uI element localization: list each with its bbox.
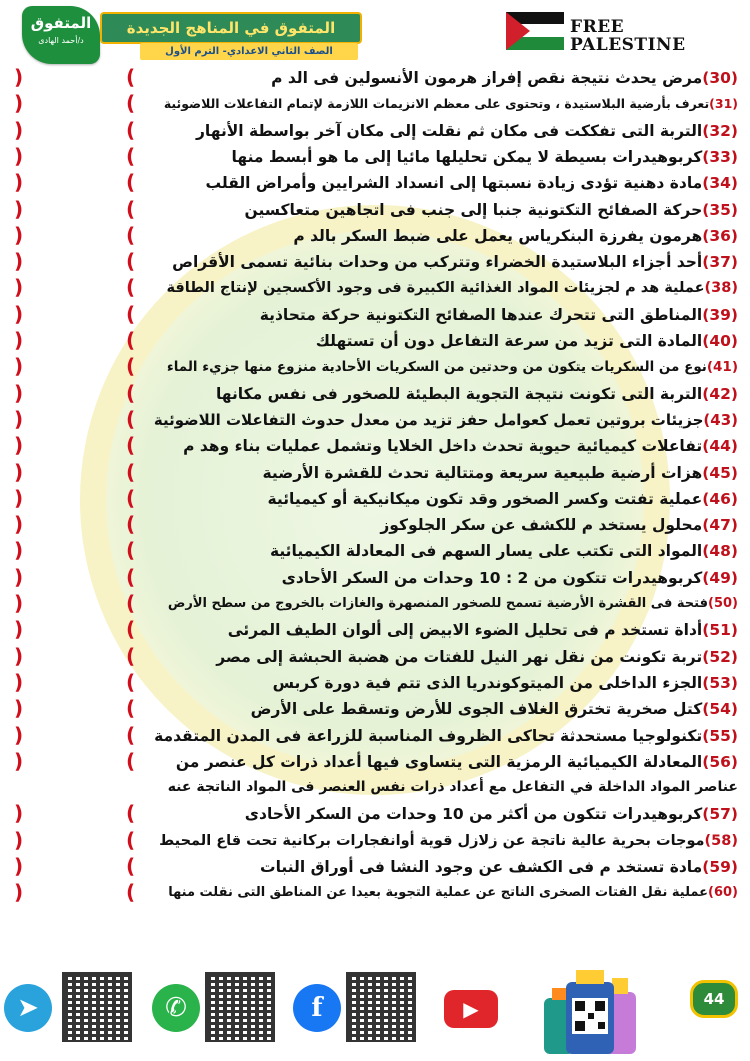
answer-paren-open: (: [126, 170, 136, 195]
qr-code: [346, 972, 416, 1042]
question-body: حركة الصفائح التكتونية جنبا إلى جنب فى اتجاهين متعاكسين: [244, 200, 703, 219]
answer-paren-close: ): [14, 748, 24, 773]
question-number: (51): [702, 621, 738, 640]
question-row: [0, 145, 750, 169]
question-number: (53): [702, 673, 738, 692]
question-text: [167, 356, 738, 378]
question-row: [0, 276, 750, 300]
answer-paren-open: (: [126, 512, 136, 537]
question-number: (35): [702, 200, 738, 219]
question-body: عملية تفتت وكسر الصخور وقد تكون ميكانيكية أو كيميائية: [267, 489, 703, 508]
answer-paren-close: ): [14, 669, 24, 694]
question-body: كربوهيدرات بسيطة لا يمكن تحليلها مائيا إلى ما هو أبسط منها: [231, 147, 703, 166]
question-body: جزيئات بروتين تعمل كعوامل حفز تزيد من معدل حدوث التفاعلات اللاضوئية: [153, 410, 704, 429]
question-row: [0, 592, 750, 616]
logo-author-text: د/أحمد الهادى: [38, 36, 84, 45]
question-number: (52): [702, 647, 738, 666]
question-body: عملية نقل الفتات الصخرى الناتج عن عملية التجوية بعيدا عن المناطق التى نقلت منها: [168, 885, 708, 901]
question-number: (47): [702, 516, 738, 535]
answer-paren-open: (: [126, 91, 136, 116]
free-palestine-text: FREE PALESTINE: [570, 17, 686, 55]
question-row: [0, 539, 750, 563]
question-number: (50): [708, 596, 738, 611]
question-number: (57): [702, 805, 738, 824]
question-row: [0, 92, 750, 116]
question-text: [245, 199, 739, 221]
answer-paren-close: ): [14, 91, 24, 116]
question-text: [154, 409, 738, 431]
answer-paren-open: (: [126, 249, 136, 274]
answer-paren-open: (: [126, 222, 136, 247]
answer-paren-close: ): [14, 459, 24, 484]
question-number: (33): [702, 147, 738, 166]
question-row: [0, 750, 750, 774]
question-text: [176, 751, 738, 773]
question-row: [0, 829, 750, 853]
answer-paren-close: ): [14, 512, 24, 537]
question-body: المعادلة الكيميائية الرمزية التى يتساوى فيها أعداد ذرات كل عنصر من: [175, 752, 703, 771]
answer-paren-open: (: [126, 433, 136, 458]
answer-paren-open: (: [126, 669, 136, 694]
answer-paren-close: ): [14, 406, 24, 431]
question-text: [196, 120, 738, 142]
question-text: [263, 462, 738, 484]
question-text: [168, 882, 738, 904]
question-row: [0, 802, 750, 826]
question-row: [0, 618, 750, 642]
answer-paren-close: ): [14, 275, 24, 300]
question-number: (32): [702, 121, 738, 140]
question-text: [216, 646, 738, 668]
answer-paren-open: (: [126, 275, 136, 300]
question-number: (59): [702, 858, 738, 876]
answer-paren-open: (: [126, 143, 136, 168]
answer-paren-open: (: [126, 196, 136, 221]
question-body: كربوهيدرات تتكون من 2 : 10 وحدات من السكر الأحادى: [281, 568, 703, 587]
question-row: [0, 671, 750, 695]
answer-paren-open: (: [126, 459, 136, 484]
answer-paren-close: ): [14, 485, 24, 510]
question-row: [0, 434, 750, 458]
answer-paren-open: (: [126, 617, 136, 642]
page-subtitle: الصف الثاني الاعدادي- الترم الأول: [140, 43, 358, 60]
question-body: كربوهيدرات تتكون من أكثر من 10 وحدات من السكر الأحادى: [244, 805, 703, 824]
answer-paren-open: (: [126, 564, 136, 589]
question-row: [0, 881, 750, 905]
question-text: [260, 304, 738, 326]
answer-paren-close: ): [14, 65, 24, 89]
question-text: [168, 593, 738, 615]
answer-paren-open: (: [126, 748, 136, 773]
answer-paren-open: (: [126, 301, 136, 326]
question-number: (41): [706, 359, 738, 376]
answer-paren-close: ): [14, 117, 24, 142]
youtube-icon[interactable]: ▶: [444, 990, 498, 1028]
question-text: [380, 514, 738, 536]
question-number: (37): [702, 253, 738, 272]
question-body: كتل صخرية تخترق الغلاف الجوى للأرض وتسقط على الأرض: [250, 700, 703, 719]
answer-paren-close: ): [14, 854, 24, 878]
question-row: [0, 355, 750, 379]
question-text: [268, 488, 739, 510]
question-row: [0, 461, 750, 485]
answer-paren-close: ): [14, 170, 24, 195]
answer-paren-close: ): [14, 564, 24, 589]
question-text: [183, 435, 738, 457]
question-number: (31): [709, 96, 738, 112]
question-number: (56): [702, 752, 738, 771]
answer-paren-close: ): [14, 591, 24, 615]
question-text: [154, 725, 738, 747]
answer-paren-close: ): [14, 538, 24, 563]
question-row: [0, 171, 750, 195]
question-body: مرض يحدث نتيجة نقص إفراز هرمون الأنسولين فى الد م: [271, 69, 703, 87]
question-row: [0, 408, 750, 432]
question-row: [0, 487, 750, 511]
question-body: المناطق التى تتحرك عندها الصفائح التكتونية حركة متحاذية: [259, 305, 703, 324]
question-text: [228, 619, 738, 641]
question-body: تربة تكونت من نقل نهر النيل للفتات من هضبة الحبشة إلى مصر: [216, 647, 703, 666]
question-body: أداة تستخد م فى تحليل الضوء الابيض إلى ألوان الطيف المرئى: [227, 621, 703, 640]
question-body: التربة التى تكونت نتيجة التجوية البطيئة للصخور فى نفس مكانها: [215, 384, 703, 403]
answer-paren-open: (: [126, 328, 136, 352]
telegram-icon[interactable]: ➤: [4, 984, 52, 1032]
answer-paren-close: ): [14, 143, 24, 168]
question-row: [0, 119, 750, 143]
question-body: موجات بحرية عالية ناتجة عن زلازل قوية أوانفجارات بركانية تحت قاع المحيط: [159, 832, 705, 849]
question-row: [0, 566, 750, 590]
question-text: [260, 856, 738, 878]
answer-paren-close: ): [14, 222, 24, 247]
answer-paren-open: (: [126, 406, 136, 431]
question-number: (49): [702, 568, 738, 587]
question-row: [0, 224, 750, 248]
question-text: [282, 567, 738, 589]
question-body: مادة تستخد م فى الكشف عن وجود النشا فى أوراق النبات: [260, 858, 703, 876]
question-row: [0, 198, 750, 222]
question-text: [205, 172, 738, 194]
answer-paren-close: ): [14, 354, 24, 379]
answer-paren-close: ): [14, 328, 24, 352]
question-number: (43): [703, 410, 738, 429]
question-number: (39): [702, 305, 738, 324]
question-text: [251, 698, 738, 720]
question-text: [316, 330, 738, 352]
question-body: المواد التى تكتب على يسار السهم فى المعادلة الكيميائية: [269, 542, 703, 561]
question-text: [216, 383, 738, 405]
question-text: [172, 251, 738, 273]
answer-paren-open: (: [126, 880, 136, 905]
answer-paren-open: (: [126, 591, 136, 615]
question-row: [0, 645, 750, 669]
question-body: فتحة فى القشرة الأرضية تسمح للصخور المنصهرة والغازات بالخروج من سطح الأرض: [167, 596, 708, 611]
question-number: (60): [708, 885, 738, 901]
question-body: تكنولوجيا مستحدثة تحاكى الظروف المناسبة للزراعة فى المدن المتقدمة: [154, 726, 703, 745]
logo-main-text: المتفوق: [30, 14, 92, 32]
question-number: (48): [702, 542, 738, 561]
answer-paren-close: ): [14, 433, 24, 458]
question-row: [0, 855, 750, 879]
answer-paren-open: (: [126, 696, 136, 721]
question-number: (55): [702, 726, 738, 745]
answer-paren-close: ): [14, 617, 24, 642]
answer-paren-open: (: [126, 485, 136, 510]
question-body: هرمون يفرزة البنكرياس يعمل على ضبط السكر بالد م: [293, 226, 703, 245]
answer-paren-close: ): [14, 801, 24, 826]
question-body-continued: عناصر المواد الداخلة في التفاعل مع أعداد ذرات نفس العنصر فى المواد الناتجة عنه: [167, 779, 738, 796]
answer-paren-close: ): [14, 827, 24, 852]
question-body: نوع من السكريات يتكون من وحدتين من السكريات الأحادية منزوع منها جزيء الماء: [166, 359, 707, 376]
answer-paren-close: ): [14, 196, 24, 221]
question-row: [0, 329, 750, 353]
question-number: (58): [704, 832, 738, 849]
question-number: (34): [702, 174, 738, 193]
question-number: (30): [702, 69, 738, 87]
answer-paren-close: ): [14, 880, 24, 905]
question-text: [245, 803, 738, 825]
question-body: مادة دهنية تؤدى زيادة نسبتها إلى انسداد الشرايين وأمراض القلب: [205, 174, 703, 193]
question-text: [167, 277, 738, 299]
question-body: التربة التى تفككت فى مكان ثم نقلت إلى مكان آخر بواسطة الأنهار: [195, 121, 703, 140]
question-row: [0, 382, 750, 406]
question-body: تعرف بأرضية البلاستيدة ، وتحتوى على معظم الانزيمات اللازمة لإتمام التفاعلات اللاضوئية: [163, 96, 710, 112]
answer-paren-open: (: [126, 827, 136, 852]
question-number: (40): [702, 332, 738, 350]
page-header: [0, 0, 750, 66]
question-number: (54): [702, 700, 738, 719]
page-footer: [0, 960, 750, 1061]
answer-paren-close: ): [14, 696, 24, 721]
page-number: 44: [690, 980, 738, 1018]
question-text: [271, 67, 738, 89]
answer-paren-open: (: [126, 854, 136, 878]
whatsapp-icon[interactable]: ✆: [152, 984, 200, 1032]
answer-paren-open: (: [126, 722, 136, 747]
question-text: [270, 540, 738, 562]
answer-paren-open: (: [126, 354, 136, 379]
question-body: تفاعلات كيميائية حيوية تحدث داخل الخلايا وتشمل عمليات بناء وهد م: [183, 437, 703, 456]
facebook-icon[interactable]: f: [293, 984, 341, 1032]
question-body: المادة التى تزيد من سرعة التفاعل دون أن تستهلك: [315, 332, 703, 350]
page-title: المتفوق في المناهج الجديدة: [100, 12, 362, 44]
question-row: [0, 250, 750, 274]
question-text: [273, 672, 738, 694]
answer-paren-close: ): [14, 643, 24, 668]
question-body: هزات أرضية طبيعية سريعة ومتتالية تحدث للقشرة الأرضية: [262, 463, 703, 482]
question-row: [0, 513, 750, 537]
answer-paren-close: ): [14, 249, 24, 274]
question-row: [0, 303, 750, 327]
question-text: [164, 93, 738, 115]
question-number: (36): [702, 226, 738, 245]
answer-paren-open: (: [126, 65, 136, 89]
question-body: أحد أجزاء البلاستيدة الخضراء وتتركب من وحدات بنائية تسمى الأقراص: [172, 253, 703, 272]
bottles-illustration: [540, 964, 640, 1056]
question-number: (46): [702, 489, 738, 508]
answer-paren-open: (: [126, 117, 136, 142]
answer-paren-close: ): [14, 722, 24, 747]
question-body: محلول يستخد م للكشف عن سكر الجلوكوز: [380, 516, 703, 535]
question-text: [293, 225, 738, 247]
answer-paren-close: ): [14, 301, 24, 326]
question-row: [0, 66, 750, 90]
question-row: [0, 724, 750, 748]
qr-code: [205, 972, 275, 1042]
logo-badge: [22, 6, 100, 64]
question-body: عملية هد م لجزيئات المواد الغذائية الكبيرة فى وجود الأكسجين لإنتاج الطاقة: [166, 280, 705, 297]
question-text: [159, 830, 738, 852]
question-body: الجزء الداخلى من الميتوكوندريا الذى تتم فية دورة كربس: [272, 673, 703, 692]
question-number: (42): [702, 384, 738, 403]
question-row: [0, 697, 750, 721]
question-number: (44): [702, 437, 738, 456]
answer-paren-open: (: [126, 380, 136, 405]
question-number: (45): [702, 463, 738, 482]
answer-paren-open: (: [126, 643, 136, 668]
palestine-flag-icon: [506, 12, 564, 50]
answer-paren-open: (: [126, 538, 136, 563]
question-number: (38): [704, 280, 738, 297]
answer-paren-open: (: [126, 801, 136, 826]
question-text: [232, 146, 738, 168]
answer-paren-close: ): [14, 380, 24, 405]
qr-code: [62, 972, 132, 1042]
